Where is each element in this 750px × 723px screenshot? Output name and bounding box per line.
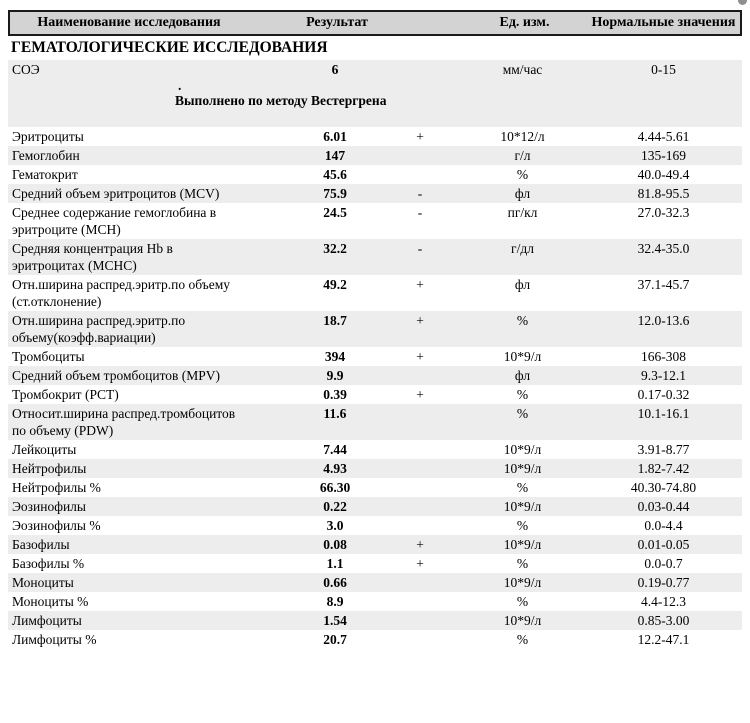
test-units: 10*9/л bbox=[503, 575, 542, 590]
test-result: 8.9 bbox=[326, 594, 344, 609]
test-normal-range: 40.0-49.4 bbox=[637, 167, 690, 182]
table-row bbox=[8, 592, 742, 611]
test-result: 6 bbox=[331, 62, 339, 77]
table-row bbox=[8, 630, 742, 649]
test-result: 0.66 bbox=[323, 575, 347, 590]
test-name: Моноциты bbox=[12, 575, 74, 590]
test-units: г/дл bbox=[511, 241, 534, 256]
table-row bbox=[8, 385, 742, 404]
test-flag: + bbox=[416, 556, 424, 571]
table-row bbox=[8, 127, 742, 146]
test-units: 10*9/л bbox=[503, 499, 542, 514]
test-result: 147 bbox=[324, 148, 346, 163]
test-name: Относит.ширина распред.тромбоцитов по объему (PDW) bbox=[12, 406, 236, 438]
test-normal-range: 32.4-35.0 bbox=[637, 241, 690, 256]
test-result: 49.2 bbox=[323, 277, 347, 292]
test-normal-range: 12.2-47.1 bbox=[637, 632, 690, 647]
test-units: % bbox=[516, 387, 529, 402]
scroll-indicator-icon bbox=[738, 0, 747, 5]
test-flag: + bbox=[416, 313, 424, 328]
test-name: Эозинофилы bbox=[12, 499, 86, 514]
test-normal-range: 81.8-95.5 bbox=[637, 186, 690, 201]
table-row bbox=[8, 165, 742, 184]
test-name: Эозинофилы % bbox=[12, 518, 101, 533]
table-row bbox=[8, 459, 742, 478]
table-row bbox=[8, 516, 742, 535]
test-name: Нейтрофилы bbox=[12, 461, 87, 476]
table-row bbox=[8, 497, 742, 516]
test-flag: + bbox=[416, 537, 424, 552]
test-name: Гематокрит bbox=[12, 167, 78, 182]
test-normal-range: 12.0-13.6 bbox=[637, 313, 690, 328]
table-row bbox=[8, 275, 742, 311]
test-units: 10*9/л bbox=[503, 537, 542, 552]
test-normal-range: 166-308 bbox=[641, 349, 686, 364]
test-name: Эритроциты bbox=[12, 129, 84, 144]
test-name: Базофилы % bbox=[12, 556, 85, 571]
test-normal-range: 10.1-16.1 bbox=[637, 406, 690, 421]
test-units: мм/час bbox=[502, 62, 543, 77]
test-result: 45.6 bbox=[323, 167, 347, 182]
test-normal-range: 0.03-0.44 bbox=[637, 499, 690, 514]
test-result: 11.6 bbox=[323, 406, 347, 421]
test-result: 9.9 bbox=[326, 368, 344, 383]
test-units: фл bbox=[514, 368, 531, 383]
test-result: 6.01 bbox=[323, 129, 347, 144]
test-units: % bbox=[516, 632, 529, 647]
test-normal-range: 0.85-3.00 bbox=[637, 613, 690, 628]
test-units: 10*9/л bbox=[503, 349, 542, 364]
test-name: Лимфоциты bbox=[12, 613, 82, 628]
test-name: Средняя концентрация Hb в эритроцитах (MCHC) bbox=[12, 241, 173, 273]
test-normal-range: 0.17-0.32 bbox=[637, 387, 690, 402]
test-units: % bbox=[516, 313, 529, 328]
test-name: Моноциты % bbox=[12, 594, 89, 609]
table-row bbox=[8, 366, 742, 385]
table-row bbox=[8, 146, 742, 165]
test-normal-range: 27.0-32.3 bbox=[637, 205, 690, 220]
test-result: 32.2 bbox=[323, 241, 347, 256]
test-result: 3.0 bbox=[326, 518, 344, 533]
test-result: 24.5 bbox=[323, 205, 347, 220]
test-name: Тромбоциты bbox=[12, 349, 85, 364]
test-units: фл bbox=[514, 186, 531, 201]
test-normal-range: 3.91-8.77 bbox=[637, 442, 690, 457]
test-normal-range: 0.0-0.7 bbox=[644, 556, 683, 571]
test-name: Среднее содержание гемоглобина в эритроците (MCH) bbox=[12, 205, 217, 237]
table-row bbox=[8, 203, 742, 239]
table-row bbox=[8, 239, 742, 275]
test-name: Отн.ширина распред.эритр.по объему(коэфф.вариации) bbox=[12, 313, 186, 345]
test-result: 20.7 bbox=[323, 632, 347, 647]
test-units: % bbox=[516, 480, 529, 495]
test-units: % bbox=[516, 594, 529, 609]
test-units: % bbox=[516, 518, 529, 533]
test-result: 7.44 bbox=[323, 442, 347, 457]
test-units: % bbox=[516, 167, 529, 182]
test-normal-range: 0-15 bbox=[651, 62, 676, 77]
test-name: Базофилы bbox=[12, 537, 70, 552]
test-result: 0.39 bbox=[323, 387, 347, 402]
test-name: Средний объем эритроцитов (MCV) bbox=[12, 186, 220, 201]
table-row bbox=[8, 347, 742, 366]
test-units: 10*9/л bbox=[503, 442, 542, 457]
table-row bbox=[8, 311, 742, 347]
table-row bbox=[8, 404, 742, 440]
test-normal-range: 9.3-12.1 bbox=[641, 368, 686, 383]
test-normal-range: 0.19-0.77 bbox=[637, 575, 690, 590]
table-header-row bbox=[8, 10, 742, 36]
test-flag: + bbox=[416, 277, 424, 292]
test-flag: - bbox=[417, 186, 423, 201]
test-name: СОЭ bbox=[12, 62, 40, 77]
test-units: г/л bbox=[514, 148, 531, 163]
test-name: Гемоглобин bbox=[12, 148, 80, 163]
soe-dot-mark: . bbox=[178, 78, 182, 93]
table-row bbox=[8, 554, 742, 573]
soe-method-note: Выполнено по методу Вестергрена bbox=[175, 93, 387, 108]
section-title: ГЕМАТОЛОГИЧЕСКИЕ ИССЛЕДОВАНИЯ bbox=[11, 39, 328, 56]
soe-block bbox=[8, 60, 742, 127]
column-header-range: Нормальные значения bbox=[591, 15, 736, 30]
test-normal-range: 135-169 bbox=[641, 148, 686, 163]
test-units: % bbox=[516, 556, 529, 571]
test-units: 10*9/л bbox=[503, 461, 542, 476]
test-name: Нейтрофилы % bbox=[12, 480, 101, 495]
table-row bbox=[8, 440, 742, 459]
results-table-body bbox=[8, 127, 742, 649]
test-units: пг/кл bbox=[507, 205, 538, 220]
test-result: 0.08 bbox=[323, 537, 347, 552]
test-name: Средний объем тромбоцитов (MPV) bbox=[12, 368, 221, 383]
test-normal-range: 40.30-74.80 bbox=[630, 480, 697, 495]
test-normal-range: 0.0-4.4 bbox=[644, 518, 683, 533]
test-flag: + bbox=[416, 129, 424, 144]
test-flag: + bbox=[416, 387, 424, 402]
table-row bbox=[8, 184, 742, 203]
table-row bbox=[8, 535, 742, 554]
test-normal-range: 0.01-0.05 bbox=[637, 537, 690, 552]
test-units: % bbox=[516, 406, 529, 421]
test-result: 66.30 bbox=[319, 480, 351, 495]
test-name: Отн.ширина распред.эритр.по объему (ст.отклонение) bbox=[12, 277, 231, 309]
column-header-name: Наименование исследования bbox=[37, 15, 221, 30]
test-units: 10*9/л bbox=[503, 613, 542, 628]
test-result: 4.93 bbox=[323, 461, 347, 476]
table-row bbox=[8, 573, 742, 592]
test-normal-range: 4.44-5.61 bbox=[637, 129, 690, 144]
test-result: 1.54 bbox=[323, 613, 347, 628]
column-header-units: Ед. изм. bbox=[499, 15, 550, 30]
test-result: 0.22 bbox=[323, 499, 347, 514]
test-normal-range: 37.1-45.7 bbox=[637, 277, 690, 292]
test-name: Лимфоциты % bbox=[12, 632, 97, 647]
table-row-soe bbox=[8, 60, 742, 79]
test-name: Лейкоциты bbox=[12, 442, 77, 457]
test-normal-range: 1.82-7.42 bbox=[637, 461, 690, 476]
test-result: 75.9 bbox=[323, 186, 347, 201]
test-units: фл bbox=[514, 277, 531, 292]
table-row bbox=[8, 611, 742, 630]
test-units: 10*12/л bbox=[500, 129, 545, 144]
test-name: Тромбокрит (PCT) bbox=[12, 387, 119, 402]
table-row bbox=[8, 478, 742, 497]
test-result: 394 bbox=[324, 349, 346, 364]
test-normal-range: 4.4-12.3 bbox=[641, 594, 686, 609]
test-flag: - bbox=[417, 241, 423, 256]
test-flag: + bbox=[416, 349, 424, 364]
test-result: 18.7 bbox=[323, 313, 347, 328]
column-header-result: Результат bbox=[306, 15, 368, 30]
test-flag: - bbox=[417, 205, 423, 220]
test-result: 1.1 bbox=[326, 556, 344, 571]
